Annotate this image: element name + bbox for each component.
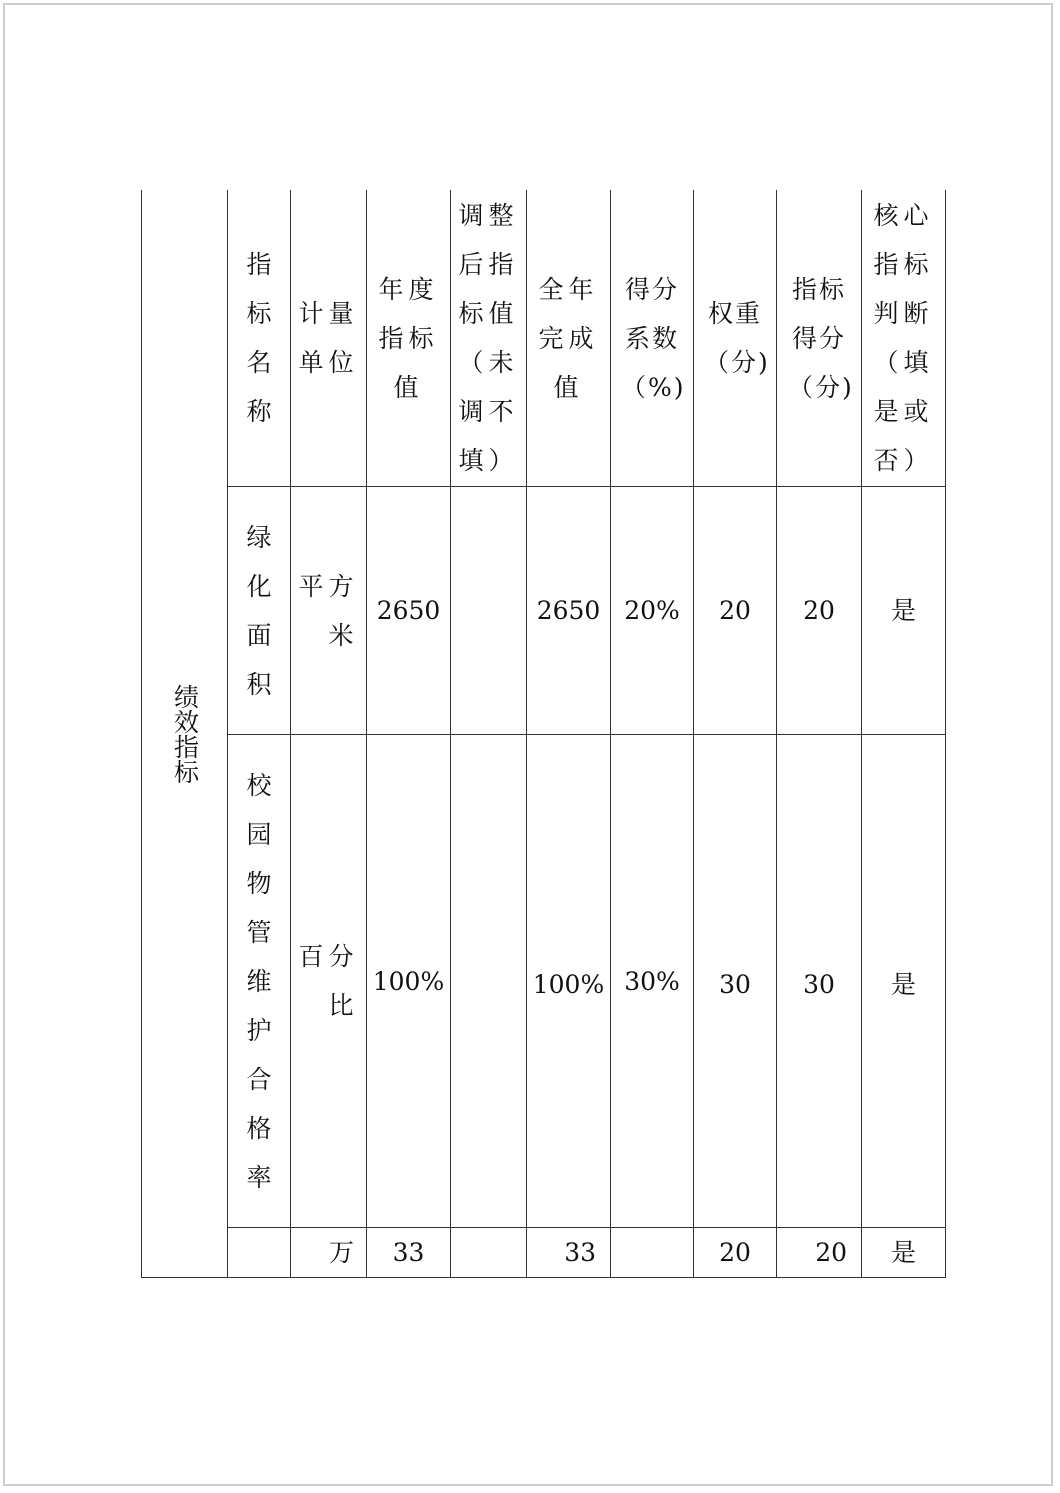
table-row <box>228 1228 290 1277</box>
header-actual: 全年完成值 <box>538 274 599 402</box>
header-score: 指标得分（分) <box>788 274 854 402</box>
table-cell <box>611 487 693 734</box>
row1-actual: 2650 <box>536 596 601 625</box>
header-name-cell <box>228 190 290 486</box>
header-weight: 权重（分) <box>704 299 770 377</box>
table-cell <box>527 1228 610 1277</box>
row2-annual-target: 100% <box>372 966 445 996</box>
table-cell <box>451 487 526 734</box>
header-score-coef: 得分系数（%) <box>621 274 686 402</box>
table-cell <box>527 735 610 1227</box>
group-label: 绩效指标 <box>170 683 200 784</box>
header-score-cell <box>777 190 861 486</box>
table-cell <box>611 735 693 1227</box>
row1-unit: 平方米 <box>298 571 359 650</box>
table-cell <box>451 1228 526 1277</box>
header-unit-cell <box>291 190 366 486</box>
table-cell <box>291 487 366 734</box>
row2-score-coef: 30% <box>624 966 680 996</box>
table-cell <box>694 487 776 734</box>
header-adjusted-cell <box>451 190 526 486</box>
row2-weight: 30 <box>719 970 751 999</box>
header-adjusted-target: 调整后指标值（未调不填） <box>458 201 519 475</box>
header-core: 核心指标判断（填是或否） <box>873 201 934 475</box>
row2-score: 30 <box>803 970 835 999</box>
row2-unit: 百分比 <box>298 942 359 1020</box>
header-annual-cell <box>367 190 450 486</box>
header-annual-target: 年度指标值 <box>378 274 439 402</box>
table-row <box>228 487 290 734</box>
row3-weight: 20 <box>719 1238 751 1267</box>
row2-actual: 100% <box>532 970 605 999</box>
header-name: 指标名称 <box>246 250 272 426</box>
table-cell <box>862 487 945 734</box>
row1-score-coef: 20% <box>624 596 680 625</box>
group-label-cell <box>142 190 227 1277</box>
row3-unit: 万 <box>328 1238 354 1267</box>
row1-score: 20 <box>803 596 835 625</box>
table-cell <box>694 735 776 1227</box>
table-row <box>228 735 290 1227</box>
table-cell <box>611 1228 693 1277</box>
row1-core: 是 <box>890 596 916 625</box>
table-cell <box>694 1228 776 1277</box>
row3-actual: 33 <box>564 1238 596 1267</box>
table-cell <box>367 1228 450 1277</box>
table-cell <box>777 1228 861 1277</box>
row2-core: 是 <box>890 970 916 999</box>
header-coef-cell <box>611 190 693 486</box>
table-cell <box>527 487 610 734</box>
table-cell <box>291 1228 366 1277</box>
table-cell <box>777 487 861 734</box>
header-core-cell <box>862 190 945 486</box>
row1-name: 绿化面积 <box>246 522 272 699</box>
table-cell <box>862 735 945 1227</box>
table-cell <box>451 735 526 1227</box>
header-weight-cell <box>694 190 776 486</box>
row1-annual-target: 2650 <box>376 596 441 625</box>
row3-core: 是 <box>890 1238 916 1267</box>
table-cell <box>862 1228 945 1277</box>
row3-annual-target: 33 <box>392 1238 425 1267</box>
row3-score: 20 <box>815 1238 847 1267</box>
header-actual-cell <box>527 190 610 486</box>
table-border-bottom <box>141 1277 946 1278</box>
row1-weight: 20 <box>719 596 751 625</box>
header-unit: 计量单位 <box>298 299 359 377</box>
table-cell <box>291 735 366 1227</box>
table-cell <box>367 487 450 734</box>
row2-name: 校园物管维护合格率 <box>246 770 272 1192</box>
table-cell <box>367 735 450 1227</box>
table-cell <box>777 735 861 1227</box>
